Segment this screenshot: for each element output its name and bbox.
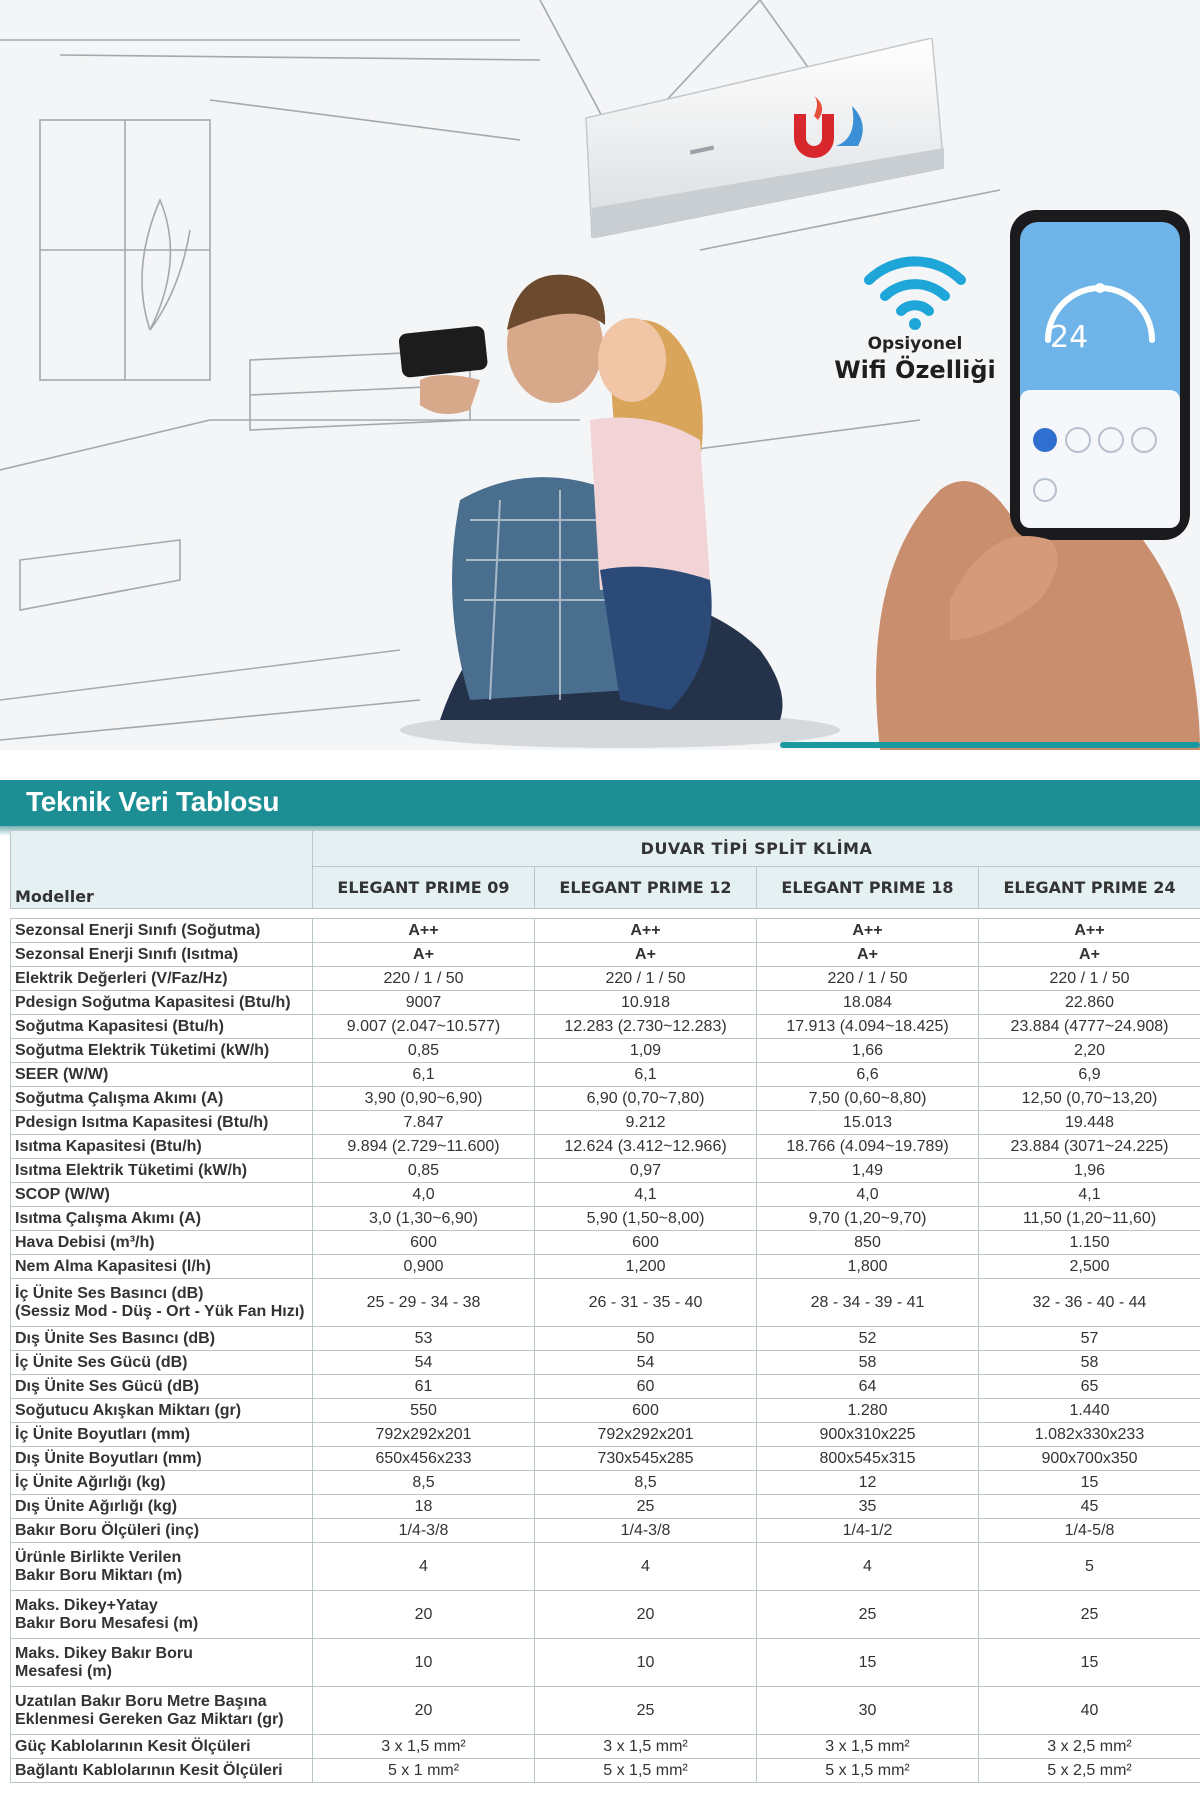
row-label-line: Ürünle Birlikte Verilen (15, 1548, 182, 1566)
row-label (11, 1687, 313, 1735)
row-label-line-2: Mesafesi (m) (15, 1662, 112, 1680)
row-value: 20 (313, 1687, 535, 1735)
row-value: 15 (757, 1639, 979, 1687)
row-value: 3 x 1,5 mm² (757, 1735, 979, 1759)
row-value: 15 (979, 1639, 1200, 1687)
row-value: 730x545x285 (535, 1447, 757, 1471)
row-value: 10.918 (535, 991, 757, 1015)
row-value: 850 (757, 1231, 979, 1255)
row-label (11, 1255, 313, 1279)
row-value: 12,50 (0,70~13,20) (979, 1087, 1200, 1111)
row-value: 0,97 (535, 1159, 757, 1183)
row-value: 3,90 (0,90~6,90) (313, 1087, 535, 1111)
row-value: 19.448 (979, 1111, 1200, 1135)
row-label-line: Isıtma Çalışma Akımı (A) (15, 1209, 202, 1227)
table-row (11, 1735, 1200, 1759)
row-value: 25 (979, 1591, 1200, 1639)
table-row (11, 1759, 1200, 1783)
row-value: 53 (313, 1327, 535, 1351)
row-label (11, 1183, 313, 1207)
table-row (11, 1639, 1200, 1687)
row-value: 1.082x330x233 (979, 1423, 1200, 1447)
row-label-line: Pdesign Isıtma Kapasitesi (Btu/h) (15, 1113, 269, 1131)
row-value: 32 - 36 - 40 - 44 (979, 1279, 1200, 1327)
row-label (11, 1735, 313, 1759)
row-label (11, 1351, 313, 1375)
row-value: 54 (313, 1351, 535, 1375)
table-row (11, 1015, 1200, 1039)
row-value: 12.624 (3.412~12.966) (535, 1135, 757, 1159)
table-row (11, 1351, 1200, 1375)
row-value: 600 (313, 1231, 535, 1255)
row-label (11, 1471, 313, 1495)
row-value: 35 (757, 1495, 979, 1519)
row-label (11, 1039, 313, 1063)
row-label-line: Güç Kablolarının Kesit Ölçüleri (15, 1737, 251, 1755)
row-label (11, 1207, 313, 1231)
row-value: 12.283 (2.730~12.283) (535, 1015, 757, 1039)
hero-banner (0, 0, 1200, 750)
row-value: 792x292x201 (535, 1423, 757, 1447)
row-value: 1,800 (757, 1255, 979, 1279)
row-value: 5,90 (1,50~8,00) (535, 1207, 757, 1231)
row-label-line: Hava Debisi (m³/h) (15, 1233, 155, 1251)
product-group-header: DUVAR TİPİ SPLİT KLİMA (313, 831, 1200, 867)
row-value: 8,5 (535, 1471, 757, 1495)
table-row (11, 1423, 1200, 1447)
row-value: 15 (979, 1471, 1200, 1495)
row-value: 1/4-3/8 (313, 1519, 535, 1543)
row-label-line: Dış Ünite Ağırlığı (kg) (15, 1497, 178, 1515)
header-spacer (11, 909, 1200, 919)
row-label (11, 919, 313, 943)
row-label-line: Isıtma Kapasitesi (Btu/h) (15, 1137, 202, 1155)
row-value: 9.007 (2.047~10.577) (313, 1015, 535, 1039)
table-row (11, 1519, 1200, 1543)
row-value: 5 (979, 1543, 1200, 1591)
row-value: 52 (757, 1327, 979, 1351)
row-value: A+ (757, 943, 979, 967)
row-value: 792x292x201 (313, 1423, 535, 1447)
row-value: 8,5 (313, 1471, 535, 1495)
row-value: 800x545x315 (757, 1447, 979, 1471)
row-label-line: İç Ünite Ses Basıncı (dB) (15, 1284, 204, 1302)
row-label-line: İç Ünite Ağırlığı (kg) (15, 1473, 166, 1491)
row-value: 1,09 (535, 1039, 757, 1063)
row-label-line: Elektrik Değerleri (V/Faz/Hz) (15, 969, 228, 987)
row-value: 4 (313, 1543, 535, 1591)
table-row (11, 1039, 1200, 1063)
row-value: 5 x 2,5 mm² (979, 1759, 1200, 1783)
row-value: 6,90 (0,70~7,80) (535, 1087, 757, 1111)
row-value: 60 (535, 1375, 757, 1399)
row-value: 10 (313, 1639, 535, 1687)
row-value: 1/4-5/8 (979, 1519, 1200, 1543)
row-value: 25 - 29 - 34 - 38 (313, 1279, 535, 1327)
row-label (11, 1423, 313, 1447)
row-value: 6,1 (313, 1063, 535, 1087)
table-row (11, 1207, 1200, 1231)
row-value: 1.280 (757, 1399, 979, 1423)
model-header-09: ELEGANT PRIME 09 (313, 867, 535, 909)
table-row (11, 1255, 1200, 1279)
row-label-line: Uzatılan Bakır Boru Metre Başına (15, 1692, 267, 1710)
row-value: 600 (535, 1231, 757, 1255)
phone-temperature-readout: 24 (1050, 320, 1089, 355)
row-value: 3 x 1,5 mm² (313, 1735, 535, 1759)
row-value: 1,66 (757, 1039, 979, 1063)
row-value: 20 (535, 1591, 757, 1639)
row-value: 65 (979, 1375, 1200, 1399)
table-row (11, 1399, 1200, 1423)
row-label (11, 1087, 313, 1111)
row-label-line-2: Bakır Boru Miktarı (m) (15, 1566, 183, 1584)
technical-spec-table (10, 830, 1200, 1783)
table-row (11, 1375, 1200, 1399)
table-row (11, 1231, 1200, 1255)
row-value: 12 (757, 1471, 979, 1495)
models-header-label: Modeller (15, 887, 94, 906)
row-label (11, 967, 313, 991)
row-value: 2,500 (979, 1255, 1200, 1279)
row-value: 58 (757, 1351, 979, 1375)
smartphone-app-preview (840, 200, 1200, 750)
row-label-line-2: (Sessiz Mod - Düş - Ort - Yük Fan Hızı) (15, 1302, 305, 1320)
row-value: 1/4-3/8 (535, 1519, 757, 1543)
table-row (11, 1447, 1200, 1471)
accent-divider (780, 742, 1200, 748)
row-value: 45 (979, 1495, 1200, 1519)
row-label-line-2: Eklenmesi Gereken Gaz Miktarı (gr) (15, 1710, 284, 1728)
row-value: 600 (535, 1399, 757, 1423)
row-value: A+ (979, 943, 1200, 967)
row-value: 220 / 1 / 50 (757, 967, 979, 991)
row-value: 7,50 (0,60~8,80) (757, 1087, 979, 1111)
row-value: 0,900 (313, 1255, 535, 1279)
row-label (11, 1135, 313, 1159)
row-value: 3,0 (1,30~6,90) (313, 1207, 535, 1231)
row-label-line: Soğutma Elektrik Tüketimi (kW/h) (15, 1041, 270, 1059)
row-value: 61 (313, 1375, 535, 1399)
table-row (11, 1543, 1200, 1591)
row-value: 5 x 1,5 mm² (757, 1759, 979, 1783)
row-label (11, 1447, 313, 1471)
model-header-12: ELEGANT PRIME 12 (535, 867, 757, 909)
row-value: 50 (535, 1327, 757, 1351)
wifi-feature-label: Wifi Özelliği (834, 356, 996, 384)
row-value: 0,85 (313, 1159, 535, 1183)
row-label (11, 1639, 313, 1687)
models-header (11, 831, 313, 909)
row-value: A++ (313, 919, 535, 943)
row-value: 23.884 (4777~24.908) (979, 1015, 1200, 1039)
row-label (11, 1375, 313, 1399)
row-label-line: Dış Ünite Ses Basıncı (dB) (15, 1329, 216, 1347)
row-value: 1,200 (535, 1255, 757, 1279)
table-row (11, 1495, 1200, 1519)
row-value: 18.766 (4.094~19.789) (757, 1135, 979, 1159)
row-label (11, 1159, 313, 1183)
row-value: 25 (535, 1495, 757, 1519)
row-value: 9.894 (2.729~11.600) (313, 1135, 535, 1159)
row-value: 900x310x225 (757, 1423, 979, 1447)
row-value: 23.884 (3071~24.225) (979, 1135, 1200, 1159)
row-value: 9.212 (535, 1111, 757, 1135)
row-value: 25 (757, 1591, 979, 1639)
row-value: 220 / 1 / 50 (979, 967, 1200, 991)
row-label (11, 1591, 313, 1639)
table-row (11, 1063, 1200, 1087)
table-row (11, 919, 1200, 943)
row-label (11, 1327, 313, 1351)
row-label (11, 1279, 313, 1327)
row-value: 26 - 31 - 35 - 40 (535, 1279, 757, 1327)
wifi-optional-label: Opsiyonel (867, 334, 963, 354)
row-label-line: Dış Ünite Boyutları (mm) (15, 1449, 202, 1467)
row-label-line: İç Ünite Boyutları (mm) (15, 1425, 191, 1443)
row-label (11, 1543, 313, 1591)
row-value: 4,0 (313, 1183, 535, 1207)
row-value: A++ (535, 919, 757, 943)
row-label-line: Maks. Dikey Bakır Boru (15, 1644, 193, 1662)
row-label-line: Pdesign Soğutma Kapasitesi (Btu/h) (15, 993, 291, 1011)
row-label (11, 1399, 313, 1423)
row-value: 900x700x350 (979, 1447, 1200, 1471)
table-title-bar (0, 780, 1200, 826)
table-row (11, 1279, 1200, 1327)
row-value: 1,96 (979, 1159, 1200, 1183)
row-value: 54 (535, 1351, 757, 1375)
row-label-line: Sezonsal Enerji Sınıfı (Soğutma) (15, 921, 261, 939)
row-label (11, 1231, 313, 1255)
table-row (11, 1183, 1200, 1207)
row-value: 3 x 1,5 mm² (535, 1735, 757, 1759)
row-label-line: Dış Ünite Ses Gücü (dB) (15, 1377, 200, 1395)
row-label (11, 943, 313, 967)
row-value: 40 (979, 1687, 1200, 1735)
row-label-line: Bakır Boru Ölçüleri (inç) (15, 1521, 200, 1539)
row-label-line: Soğutma Kapasitesi (Btu/h) (15, 1017, 224, 1035)
row-value: A++ (757, 919, 979, 943)
row-value: 4 (535, 1543, 757, 1591)
row-value: 64 (757, 1375, 979, 1399)
model-header-24: ELEGANT PRIME 24 (979, 867, 1200, 909)
brand-logo (784, 96, 880, 166)
row-label-line: Soğutma Çalışma Akımı (A) (15, 1089, 224, 1107)
row-label-line: Sezonsal Enerji Sınıfı (Isıtma) (15, 945, 239, 963)
row-value: 4,1 (979, 1183, 1200, 1207)
row-label (11, 1015, 313, 1039)
row-value: 9007 (313, 991, 535, 1015)
row-value: 550 (313, 1399, 535, 1423)
row-label-line: SCOP (W/W) (15, 1185, 110, 1203)
row-label-line-2: Bakır Boru Mesafesi (m) (15, 1614, 199, 1632)
row-value: 1,49 (757, 1159, 979, 1183)
row-value: 20 (313, 1591, 535, 1639)
row-label-line: Bağlantı Kablolarının Kesit Ölçüleri (15, 1761, 283, 1779)
row-value: 9,70 (1,20~9,70) (757, 1207, 979, 1231)
row-value: 220 / 1 / 50 (535, 967, 757, 991)
row-value: 2,20 (979, 1039, 1200, 1063)
row-value: 6,6 (757, 1063, 979, 1087)
row-value: 18 (313, 1495, 535, 1519)
row-value: 220 / 1 / 50 (313, 967, 535, 991)
row-value: 650x456x233 (313, 1447, 535, 1471)
row-value: 17.913 (4.094~18.425) (757, 1015, 979, 1039)
table-row (11, 943, 1200, 967)
row-value: 1.150 (979, 1231, 1200, 1255)
row-label-line: İç Ünite Ses Gücü (dB) (15, 1353, 188, 1371)
table-row (11, 1687, 1200, 1735)
row-value: A++ (979, 919, 1200, 943)
table-row (11, 1135, 1200, 1159)
row-value: 0,85 (313, 1039, 535, 1063)
row-value: A+ (313, 943, 535, 967)
table-row (11, 1591, 1200, 1639)
row-label-line: Maks. Dikey+Yatay (15, 1596, 158, 1614)
row-value: 58 (979, 1351, 1200, 1375)
table-title: Teknik Veri Tablosu (26, 786, 280, 817)
table-row (11, 1087, 1200, 1111)
row-label-line: SEER (W/W) (15, 1065, 109, 1083)
row-value: 6,1 (535, 1063, 757, 1087)
row-value: 22.860 (979, 991, 1200, 1015)
row-value: 10 (535, 1639, 757, 1687)
row-value: 5 x 1,5 mm² (535, 1759, 757, 1783)
family-selfie-photo (380, 250, 840, 750)
row-value: 18.084 (757, 991, 979, 1015)
row-label-line: Soğutucu Akışkan Miktarı (gr) (15, 1401, 242, 1419)
row-value: 4,0 (757, 1183, 979, 1207)
table-row (11, 1327, 1200, 1351)
table-row (11, 1111, 1200, 1135)
row-value: 11,50 (1,20~11,60) (979, 1207, 1200, 1231)
row-label-line: Isıtma Elektrik Tüketimi (kW/h) (15, 1161, 248, 1179)
row-value: 30 (757, 1687, 979, 1735)
model-header-18: ELEGANT PRIME 18 (757, 867, 979, 909)
row-value: 6,9 (979, 1063, 1200, 1087)
row-value: 1.440 (979, 1399, 1200, 1423)
row-label (11, 1759, 313, 1783)
row-label (11, 991, 313, 1015)
row-value: A+ (535, 943, 757, 967)
row-value: 28 - 34 - 39 - 41 (757, 1279, 979, 1327)
row-value: 15.013 (757, 1111, 979, 1135)
row-value: 3 x 2,5 mm² (979, 1735, 1200, 1759)
row-value: 4 (757, 1543, 979, 1591)
row-label-line: Nem Alma Kapasitesi (l/h) (15, 1257, 211, 1275)
row-label (11, 1495, 313, 1519)
row-value: 1/4-1/2 (757, 1519, 979, 1543)
row-value: 57 (979, 1327, 1200, 1351)
row-label (11, 1519, 313, 1543)
table-row (11, 991, 1200, 1015)
spec-table-body (11, 919, 1200, 1783)
row-label (11, 1111, 313, 1135)
row-value: 7.847 (313, 1111, 535, 1135)
table-row (11, 1159, 1200, 1183)
row-value: 4,1 (535, 1183, 757, 1207)
table-row (11, 1471, 1200, 1495)
row-value: 25 (535, 1687, 757, 1735)
table-row (11, 967, 1200, 991)
row-value: 5 x 1 mm² (313, 1759, 535, 1783)
row-label (11, 1063, 313, 1087)
